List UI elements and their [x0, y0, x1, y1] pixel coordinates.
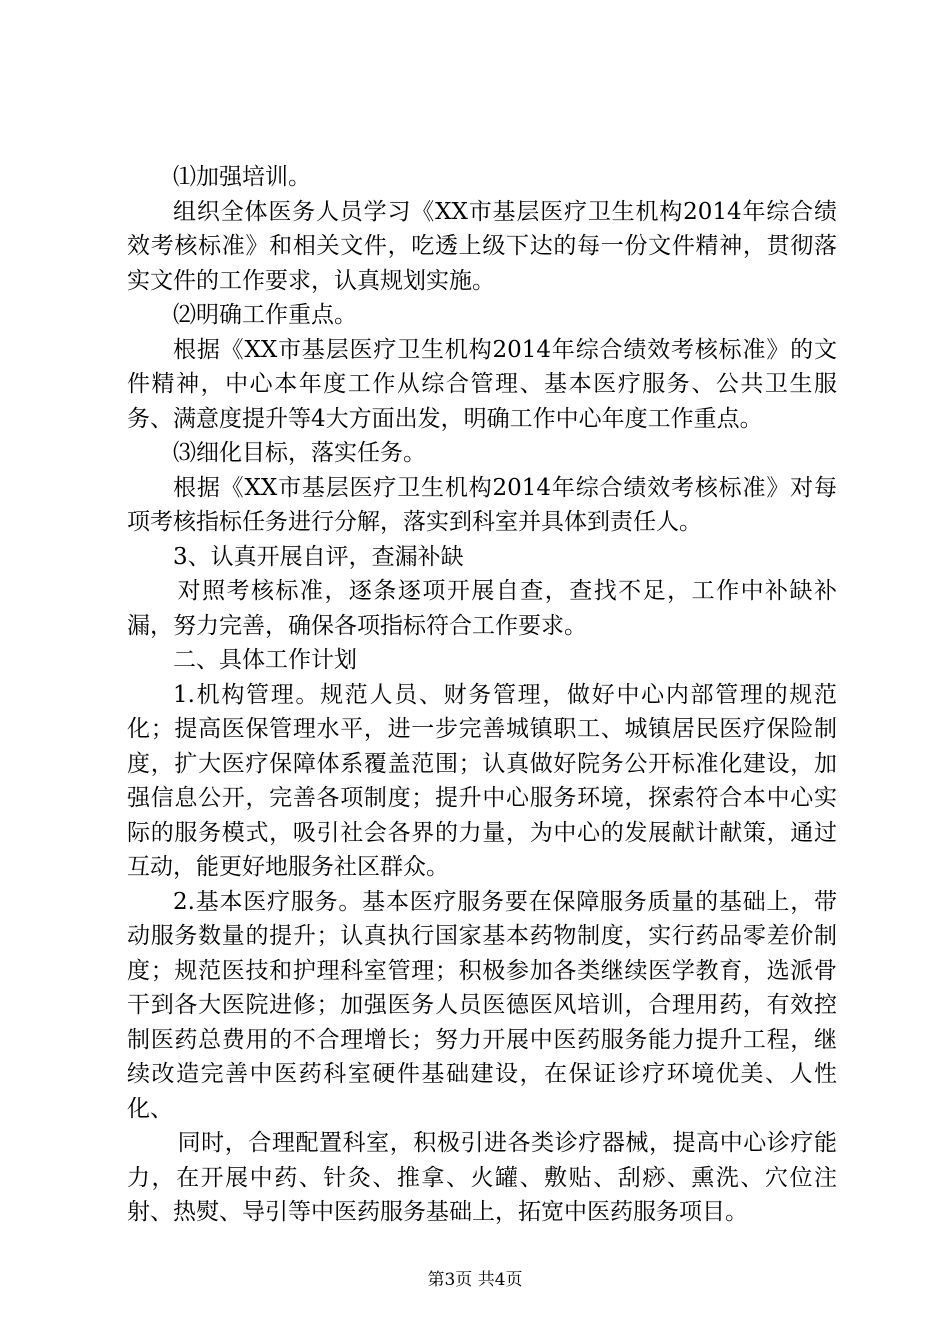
- paragraph-targets-body: 根据《XX市基层医疗卫生机构2014年综合绩效考核标准》对每项考核指标任务进行分解，落实到科室并具体到责任人。: [127, 474, 837, 535]
- page-footer: [0, 1268, 950, 1292]
- paragraph-focus-heading: ⑵明确工作重点。: [173, 302, 357, 328]
- paragraph-focus-body: 根据《XX市基层医疗卫生机构2014年综合绩效考核标准》的文件精神，中心本年度工作从综合管理、基本医疗服务、公共卫生服务、满意度提升等4大方面出发，明确工作中心年度工作重点。: [127, 336, 837, 432]
- paragraph-institution-management: 1.机构管理。规范人员、财务管理，做好中心内部管理的规范化；提高医保管理水平，进一步完善城镇职工、城镇居民医疗保险制度，扩大医疗保障体系覆盖范围；认真做好院务公开标准化建设，加强信息公开，完善各项制度；提升中心服务环境，探索符合本中心实际的服务模式，吸引社会各界的力量，为中心的发展献计献策，通过互动，能更好地服务社区群众。: [127, 681, 837, 880]
- paragraph-basic-medical-service: 2.基本医疗服务。基本医疗服务要在保障服务质量的基础上，带动服务数量的提升；认真执行国家基本药物制度，实行药品零差价制度；规范医技和护理科室管理；积极参加各类继续医学教育，选派骨干到各大医院进修；加强医务人员医德医风培训，合理用药，有效控制医药总费用的不合理增长；努力开展中医药服务能力提升工程，继续改造完善中医药科室硬件基础建设，在保证诊疗环境优美、人性化、: [127, 888, 837, 1122]
- paragraph-training-heading: ⑴加强培训。: [173, 164, 311, 190]
- paragraph-training-body: 组织全体医务人员学习《XX市基层医疗卫生机构2014年综合绩效考核标准》和相关文件，吃透上级下达的每一份文件精神，贯彻落实文件的工作要求，认真规划实施。: [127, 198, 837, 294]
- paragraph-tcm-service: 同时，合理配置科室，积极引进各类诊疗器械，提高中心诊疗能力，在开展中药、针灸、推拿、火罐、敷贴、刮痧、熏洗、穴位注射、热熨、导引等中医药服务基础上，拓宽中医药服务项目。: [127, 1130, 837, 1225]
- paragraph-work-plan-heading: 二、具体工作计划: [173, 647, 357, 673]
- paragraph-targets-heading: ⑶细化目标，落实任务。: [173, 440, 426, 466]
- paragraph-self-evaluation-heading: 3、认真开展自评，查漏补缺: [173, 543, 464, 570]
- document-body: [127, 160, 837, 1230]
- page-number-label: 第3页 共4页: [427, 1270, 523, 1290]
- paragraph-self-evaluation-body: 对照考核标准，逐条逐项开展自查，查找不足，工作中补缺补漏，努力完善，确保各项指标符合工作要求。: [127, 578, 837, 639]
